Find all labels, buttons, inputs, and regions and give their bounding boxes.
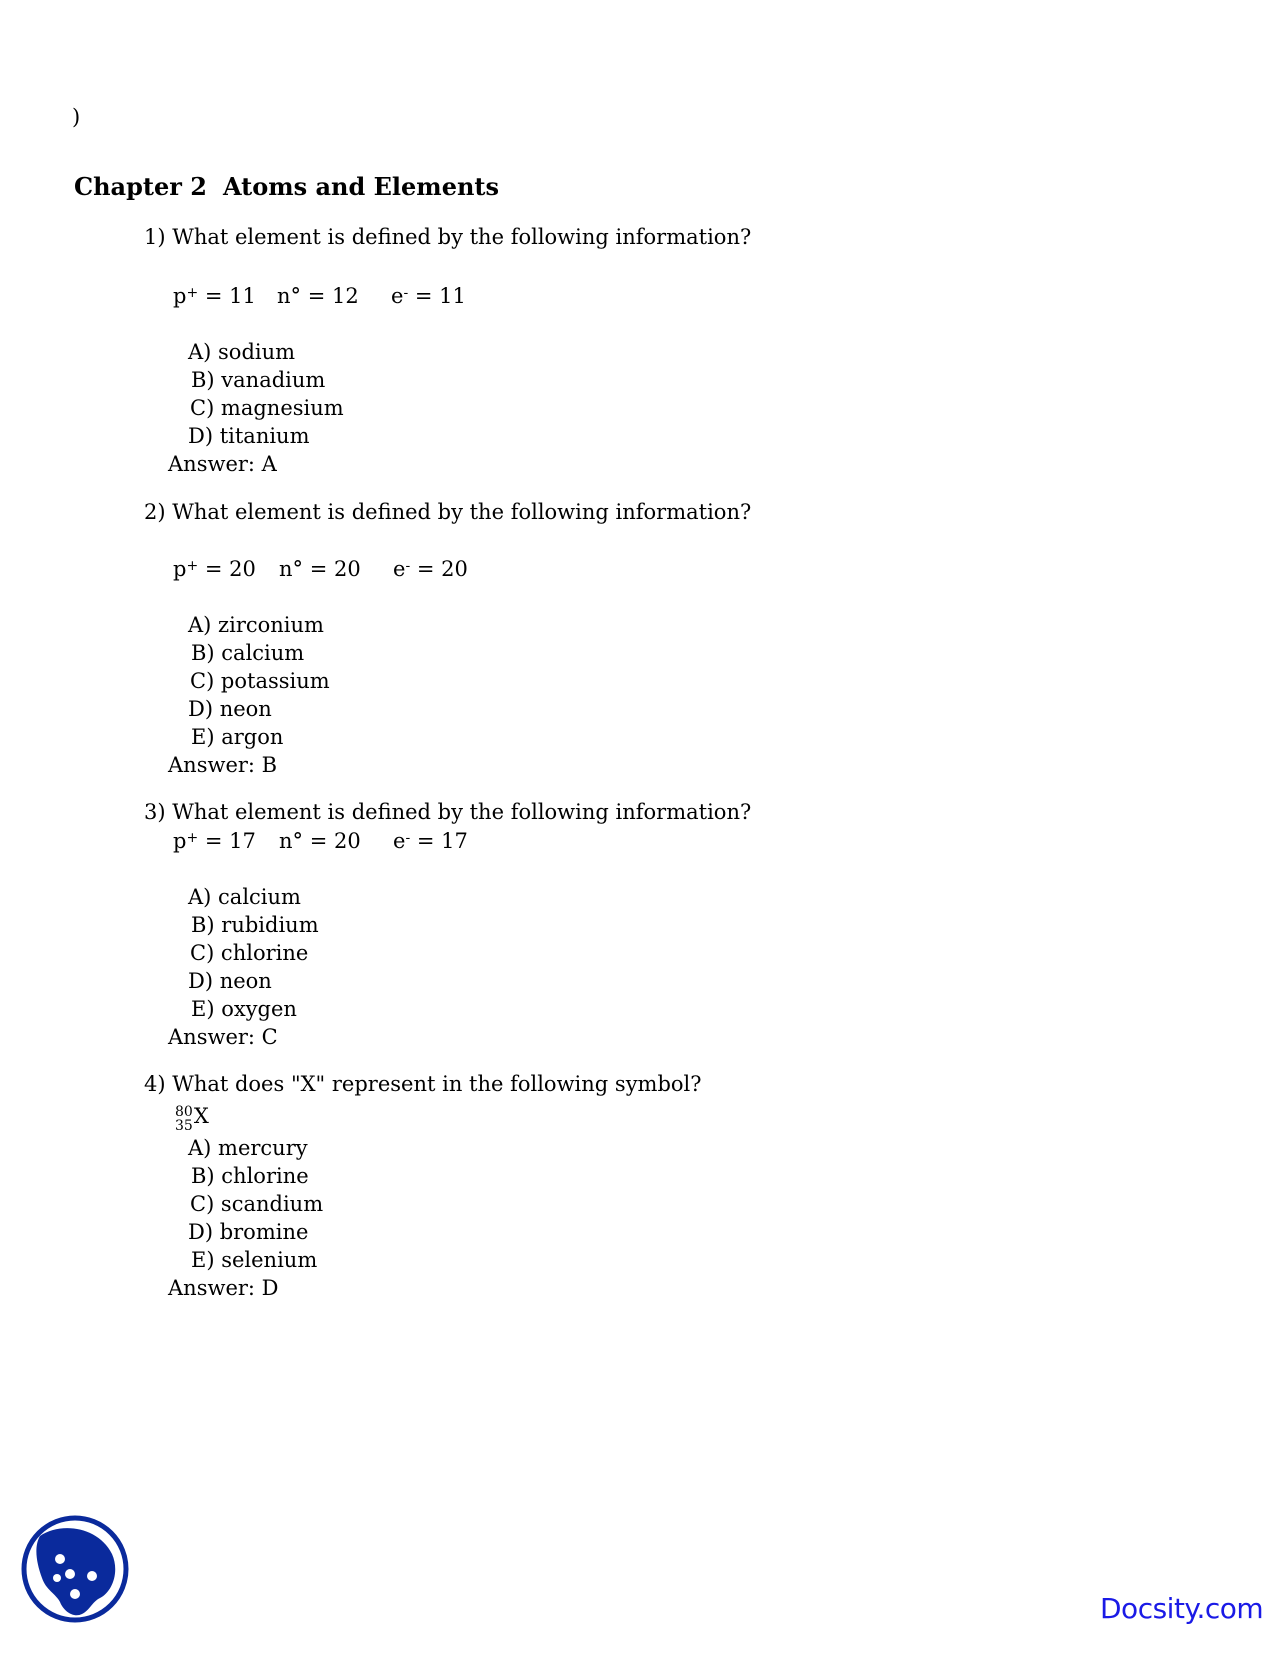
question-4-answer: Answer: D [168, 1276, 279, 1300]
question-2-proton: p+ = 20 [173, 557, 256, 581]
question-3-proton: p+ = 17 [173, 829, 256, 853]
question-2-option: A) zirconium [188, 613, 324, 637]
question-3-option: E) oxygen [191, 997, 297, 1021]
question-2-answer: Answer: B [168, 753, 278, 777]
question-1-electron: e- = 11 [391, 284, 466, 308]
question-1-answer: Answer: A [168, 452, 277, 476]
question-1-prompt: 1) What element is defined by the following information? [144, 225, 752, 249]
question-4-option: A) mercury [188, 1136, 308, 1160]
question-4-option: C) scandium [190, 1192, 324, 1216]
question-4-option: D) bromine [188, 1220, 309, 1244]
question-3-option: D) neon [188, 969, 272, 993]
question-2-electron: e- = 20 [393, 557, 468, 581]
docsity-logo-icon[interactable] [20, 1514, 130, 1624]
question-1-option: D) titanium [188, 424, 310, 448]
question-3-option: A) calcium [188, 885, 301, 909]
question-2-prompt: 2) What element is defined by the following information? [144, 500, 752, 524]
question-1-neutron: n° = 12 [277, 284, 359, 308]
mass-number: 80 [175, 1104, 193, 1120]
question-3-electron: e- = 17 [393, 829, 468, 853]
question-3-option: B) rubidium [191, 913, 319, 937]
question-3-answer: Answer: C [168, 1025, 278, 1049]
docsity-brand-link[interactable]: Docsity.com [1100, 1592, 1264, 1625]
question-1-option: A) sodium [188, 340, 296, 364]
question-2-option: E) argon [191, 725, 284, 749]
question-2-neutron: n° = 20 [279, 557, 361, 581]
question-3-neutron: n° = 20 [279, 829, 361, 853]
question-2-option: D) neon [188, 697, 272, 721]
stray-mark: ) [72, 105, 81, 129]
question-1-proton: p+ = 11 [173, 284, 256, 308]
nuclide-symbol [175, 1103, 209, 1133]
question-4-option: B) chlorine [191, 1164, 309, 1188]
element-letter: X [193, 1104, 209, 1128]
chapter-heading [74, 172, 499, 202]
question-1-option: B) vanadium [191, 368, 326, 392]
chapter-number: Chapter 2 [74, 172, 207, 201]
question-2-option: B) calcium [191, 641, 305, 665]
question-3-option: C) chlorine [190, 941, 309, 965]
question-4-prompt: 4) What does "X" represent in the following symbol? [144, 1072, 702, 1096]
question-4-option: E) selenium [191, 1248, 318, 1272]
chapter-title: Atoms and Elements [222, 172, 500, 201]
question-3-prompt: 3) What element is defined by the following information? [144, 800, 752, 824]
atomic-number: 35 [175, 1118, 193, 1134]
question-2-option: C) potassium [190, 669, 330, 693]
question-1-option: C) magnesium [190, 396, 344, 420]
